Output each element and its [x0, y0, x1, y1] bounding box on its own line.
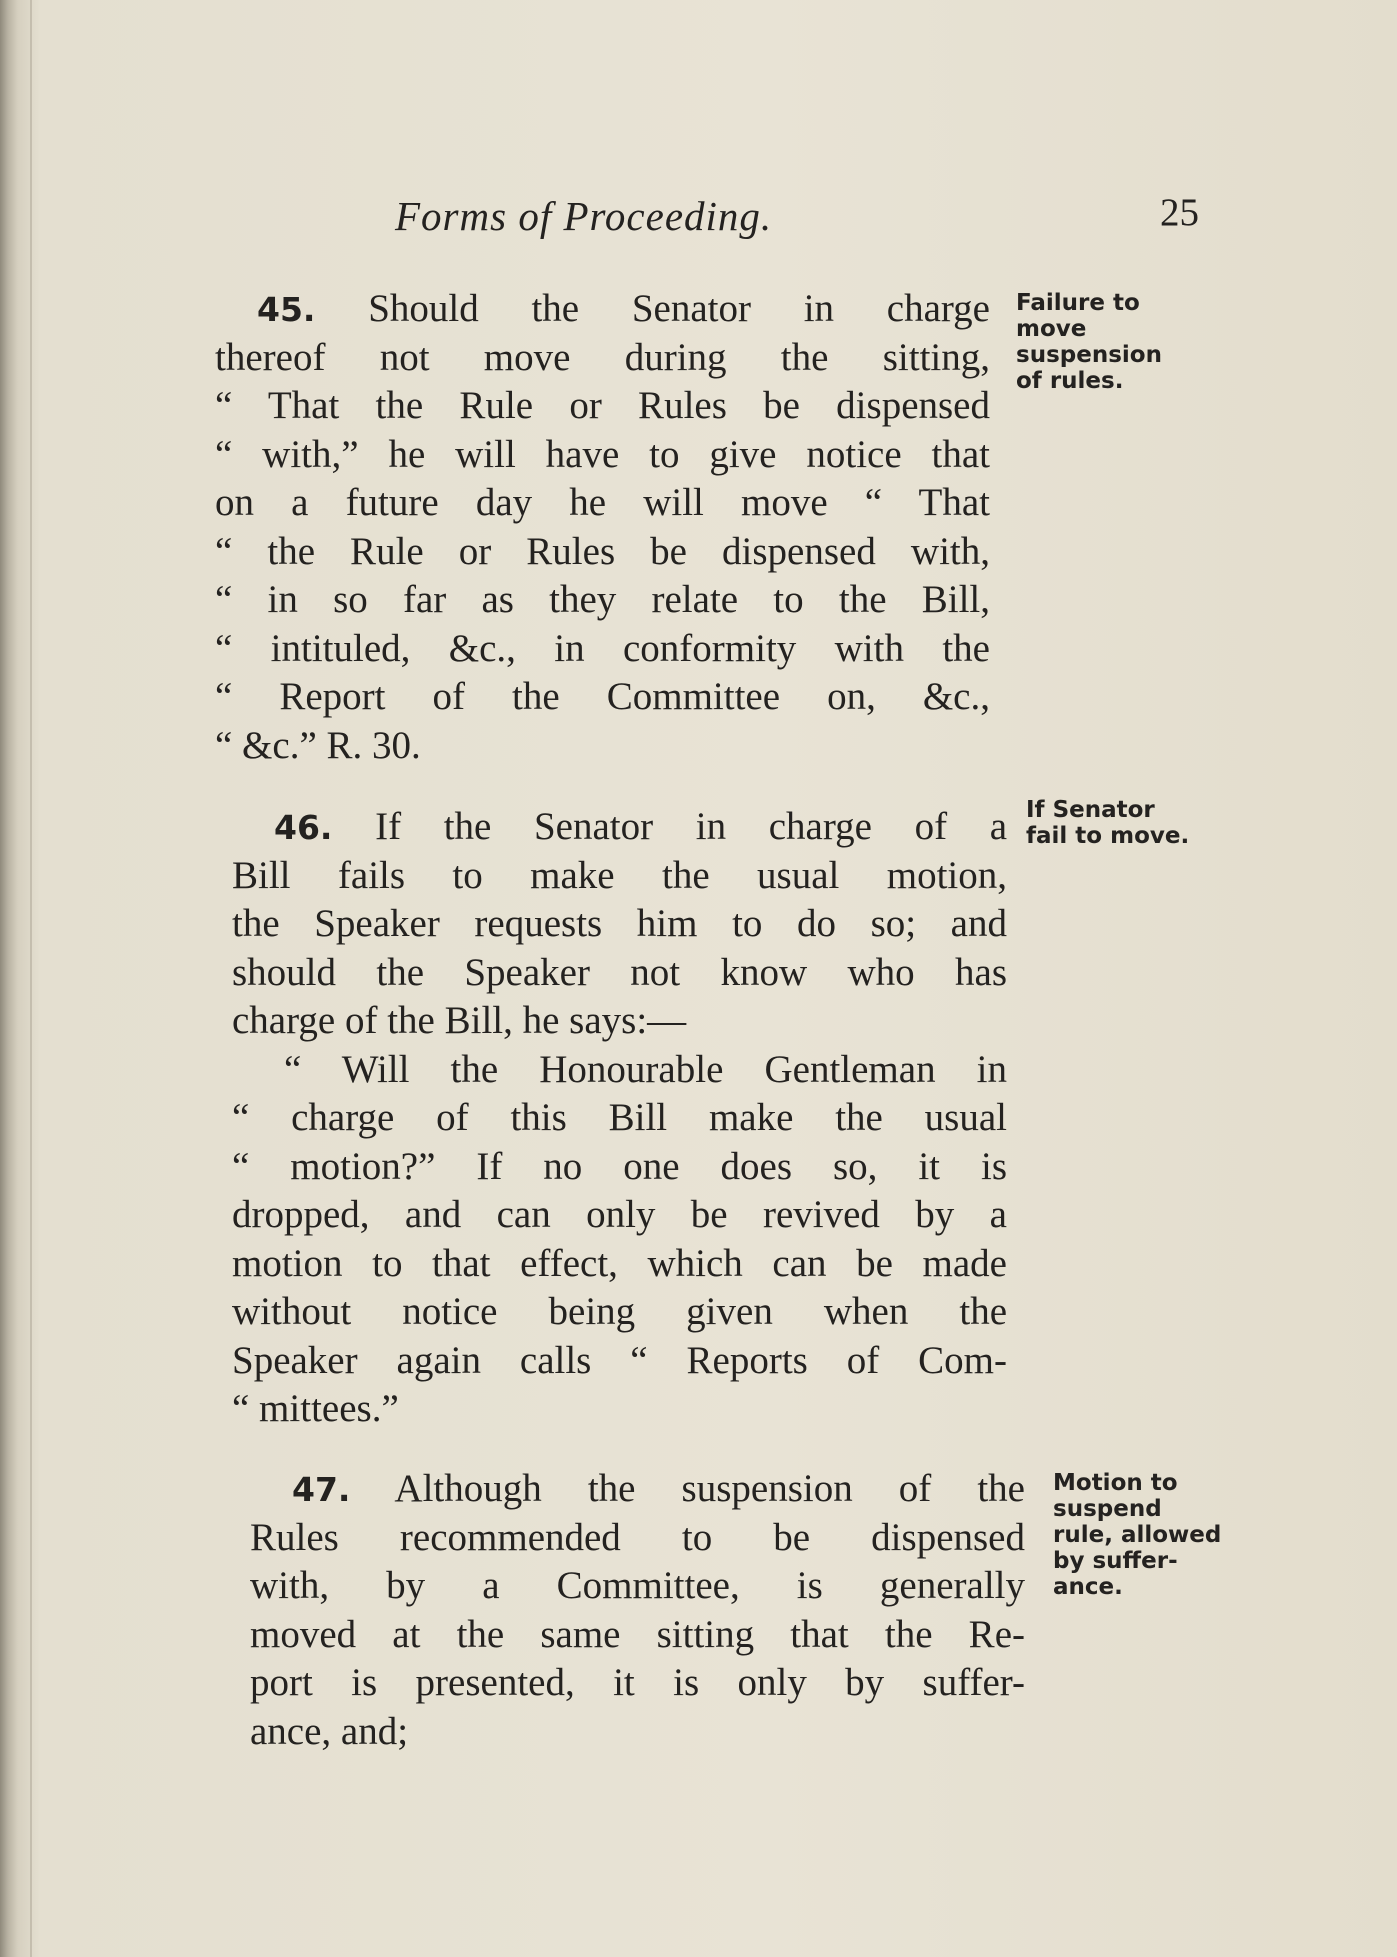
paragraph-line: port is presented, it is only by suffer-	[250, 1661, 1025, 1704]
side-note-45	[1016, 290, 1162, 394]
side-note-line: move	[1016, 316, 1087, 342]
paragraph-line: charge of the Bill, he says:—	[232, 999, 687, 1042]
side-note-line: of rules.	[1016, 368, 1124, 394]
paragraph-number: 46.	[274, 808, 333, 847]
paragraph-47	[250, 1465, 1025, 1756]
side-note-line: rule, allowed	[1053, 1522, 1222, 1548]
side-note-line: ance.	[1053, 1574, 1123, 1600]
side-note-line: Failure to	[1016, 290, 1140, 316]
paragraph-line: on a future day he will move “ That	[215, 481, 990, 524]
side-note-47	[1053, 1470, 1221, 1600]
paragraph-45	[215, 285, 990, 770]
paragraph-line: 45. Should the Senator in charge	[257, 287, 990, 330]
paragraph-line: motion to that effect, which can be made	[232, 1241, 1007, 1285]
paragraph-line: 46. If the Senator in charge of a	[274, 805, 1007, 848]
paragraph-line: “ in so far as they relate to the Bill,	[215, 578, 990, 621]
paragraph-line: with, by a Committee, is generally	[250, 1564, 1025, 1607]
side-note-line: suspend	[1053, 1496, 1162, 1522]
paragraph-line: should the Speaker not know who has	[232, 950, 1007, 994]
paragraph-line: Rules recommended to be dispensed	[250, 1515, 1025, 1559]
side-note-line: Motion to	[1053, 1470, 1178, 1496]
paragraph-46	[232, 803, 1007, 1434]
paragraph-line: the Speaker requests him to do so; and	[232, 902, 1007, 945]
paragraph-line: “ That the Rule or Rules be dispensed	[215, 384, 990, 427]
paragraph-line: “ Report of the Committee on, &c.,	[215, 675, 990, 718]
side-note-line: by suffer-	[1053, 1548, 1178, 1574]
side-note-46	[1026, 797, 1189, 849]
paragraph-line: “ &c.” R. 30.	[215, 723, 421, 767]
paragraph-number: 45.	[257, 290, 316, 329]
paragraph-line: “ mittees.”	[232, 1387, 399, 1430]
paragraph-line: “ charge of this Bill make the usual	[232, 1096, 1007, 1139]
side-note-line: suspension	[1016, 342, 1162, 368]
page-number: 25	[1160, 191, 1199, 234]
paragraph-line: thereof not move during the sitting,	[215, 335, 990, 379]
paragraph-line: “ Will the Honourable Gentleman in	[284, 1047, 1007, 1091]
paragraph-line: Bill fails to make the usual motion,	[232, 853, 1007, 897]
paragraph-line: moved at the same sitting that the Re-	[250, 1612, 1025, 1656]
paragraph-line: without notice being given when the	[232, 1290, 1007, 1333]
side-note-line: If Senator	[1026, 797, 1155, 823]
paragraph-line: ance, and;	[250, 1709, 409, 1753]
running-title: Forms of Proceeding.	[395, 193, 773, 239]
paragraph-line: “ motion?” If no one does so, it is	[232, 1144, 1007, 1188]
paragraph-line: “ the Rule or Rules be dispensed with,	[215, 529, 990, 573]
paragraph-line: 47. Although the suspension of the	[292, 1467, 1025, 1510]
side-note-line: fail to move.	[1026, 823, 1190, 849]
page-gutter	[30, 0, 32, 1957]
paragraph-line: dropped, and can only be revived by a	[232, 1193, 1007, 1236]
paragraph-line: “ with,” he will have to give notice that	[215, 432, 990, 476]
paragraph-line: Speaker again calls “ Reports of Com-	[232, 1338, 1007, 1382]
paragraph-number: 47.	[292, 1470, 351, 1509]
paragraph-line: “ intituled, &c., in conformity with the	[215, 626, 990, 670]
